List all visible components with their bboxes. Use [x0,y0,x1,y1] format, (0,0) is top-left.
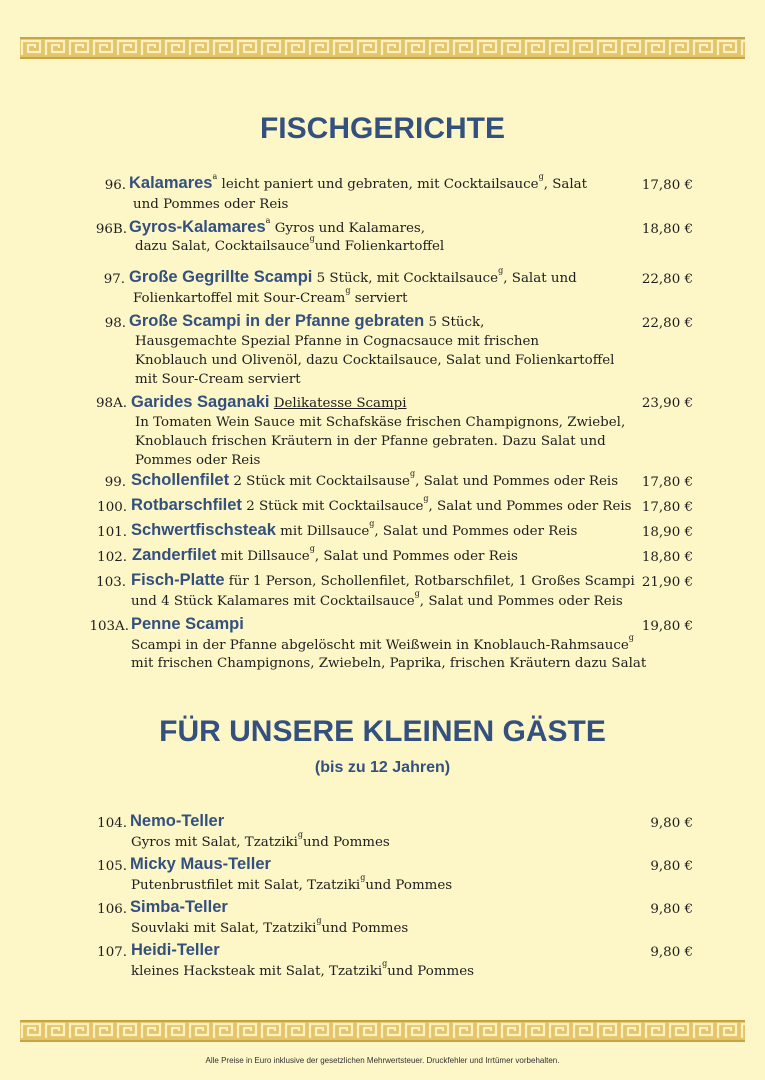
item-description-line: Pommes oder Reis [135,453,261,468]
item-description-line: Hausgemachte Spezial Pfanne in Cognacsauce mit frischen [135,334,540,349]
item-description-cont: serviert [354,291,408,306]
item-description: 5 Stück, [428,315,485,330]
item-description-line: Putenbrustfilet mit Salat, Tzatziki [131,878,361,893]
allergen-marker: g [414,589,420,598]
item-description-cont: und Pommes [387,964,475,979]
allergen-marker: g [628,633,634,642]
item-price: 22,80 € [641,316,693,331]
item-price: 9,80 € [650,902,693,917]
item-number: 102. [97,550,127,565]
allergen-marker: g [309,234,315,243]
item-number: 96. [104,178,126,193]
item-description-line: mit frischen Champignons, Zwiebeln, Paprika, frischen Kräutern dazu Salat [131,656,647,671]
item-number: 105. [97,859,127,874]
item-number: 107. [97,945,127,960]
item-description: 2 Stück mit Cocktailsause [233,474,410,489]
allergen-marker: g [369,519,375,528]
item-description-cont: und Pommes [303,835,390,850]
item-description-cont: Salat und Pommes oder Reis [382,524,578,539]
allergen-marker: a [212,172,218,181]
item-price: 21,90 € [641,575,693,590]
item-price: 18,80 € [641,550,693,565]
footer-note: Alle Preise in Euro inklusive der gesetzlichen Mehrwertsteuer. Druckfehler und Irrtümer vorbehalten. [205,1056,560,1065]
item-description-line: Souvlaki mit Salat, Tzatziki [131,921,317,936]
allergen-marker: g [309,544,315,553]
item-description-line: Scampi in der Pfanne abgelöscht mit Weißwein in Knoblauch-Rahmsauce [131,638,629,653]
item-description-line: Knoblauch und Olivenöl, dazu Cocktailsauce, Salat und Folienkartoffel [135,353,615,368]
item-number: 103A. [89,619,129,634]
item-name: Große Scampi in der Pfanne gebraten [129,312,425,330]
greek-key-border-top [20,37,745,59]
section-title-kids: FÜR UNSERE KLEINEN GÄSTE [159,715,606,748]
item-description-cont: und Pommes [321,921,409,936]
item-name: Simba-Teller [130,898,228,916]
item-name: Rotbarschfilet [131,496,242,514]
item-price: 9,80 € [650,945,693,960]
item-price: 9,80 € [650,859,693,874]
item-description-line: kleines Hacksteak mit Salat, Tzatziki [131,964,383,979]
item-description-line: mit Sour-Cream serviert [135,372,301,387]
item-number: 100. [97,500,127,515]
item-name: Große Gegrillte Scampi [129,268,313,286]
item-description-cont: und Pommes [365,878,453,893]
item-price: 18,80 € [641,222,693,237]
allergen-marker: g [360,873,366,882]
item-price: 9,80 € [650,816,693,831]
item-price: 18,90 € [641,525,693,540]
item-number: 97. [103,272,125,287]
item-name: Heidi-Teller [131,941,220,959]
item-number: 98. [104,316,126,331]
allergen-marker: g [297,830,303,839]
item-number: 103. [96,575,126,590]
item-price: 19,80 € [641,619,693,634]
item-name: Fisch-Platte [131,571,225,589]
item-number: 101. [97,525,127,540]
item-description-line: Folienkartoffel mit Sour-Cream [133,291,346,306]
item-number: 106. [97,902,127,917]
item-number: 98A. [96,396,127,411]
item-price: 22,80 € [641,272,693,287]
item-price: 17,80 € [641,475,693,490]
item-description-line: Knoblauch frischen Kräutern in der Pfanne gebraten. Dazu Salat und [135,434,606,449]
allergen-marker: a [265,216,271,225]
allergen-marker: g [382,959,388,968]
item-description-cont: Salat [552,177,588,192]
allergen-marker: g [409,469,416,478]
item-description-line: und Pommes oder Reis [133,197,289,212]
item-name: Gyros-Kalamares [129,218,266,236]
item-description: leicht paniert und gebraten, mit Cocktailsauce [221,177,539,192]
allergen-marker: g [423,494,429,503]
allergen-marker: g [316,916,322,925]
item-description: Delikatesse Scampi [273,396,407,411]
item-name: Garides Saganaki [131,393,270,411]
item-price: 17,80 € [641,178,693,193]
item-description-cont: Salat und Pommes oder Reis [437,499,632,514]
item-number: 104. [97,816,127,831]
item-name: Schollenfilet [131,471,230,489]
item-description-line: Gyros mit Salat, Tzatziki [131,835,298,850]
item-description-line: In Tomaten Wein Sauce mit Schafskäse frischen Champignons, Zwiebel, [135,415,626,430]
section-title-fish: FISCHGERICHTE [259,112,505,145]
item-description-cont: Salat und Pommes oder Reis [423,474,619,489]
item-description: 2 Stück mit Cocktailsauce [246,499,424,514]
greek-key-pattern-icon [20,1022,745,1040]
item-description-cont: Salat und Pommes oder Reis [323,549,518,564]
item-description-cont: und Folienkartoffel [314,239,445,254]
allergen-marker: g [498,266,504,275]
item-price: 17,80 € [641,500,693,515]
allergen-marker: g [345,286,351,295]
item-number: 99. [104,475,126,490]
item-description-cont: Salat und Pommes oder Reis [428,594,623,609]
item-name: Schwertfischsteak [131,521,276,539]
item-name: Penne Scampi [131,615,244,633]
item-number: 96B. [95,222,127,237]
item-description: Gyros und Kalamares, [274,221,426,236]
greek-key-pattern-icon [20,39,745,57]
item-name: Micky Maus-Teller [130,855,271,873]
section-subtitle-kids: (bis zu 12 Jahren) [314,759,451,776]
item-name: Kalamares [129,174,213,192]
item-description: für 1 Person, Schollenfilet, Rotbarschfilet, 1 Großes Scampi [228,574,635,589]
item-description: mit Dillsauce [280,524,370,539]
item-name: Zanderfilet [132,546,217,564]
item-description: 5 Stück, mit Cocktailsauce [316,271,499,286]
item-name: Nemo-Teller [130,812,225,830]
item-description-line: und 4 Stück Kalamares mit Cocktailsauce [131,594,415,609]
item-description: mit Dillsauce [220,549,310,564]
item-description-cont: Salat und [511,271,577,286]
greek-key-border-bottom [20,1020,745,1042]
item-description-line: dazu Salat, Cocktailsauce [135,239,310,254]
allergen-marker: g [538,172,544,181]
item-price: 23,90 € [641,396,693,411]
